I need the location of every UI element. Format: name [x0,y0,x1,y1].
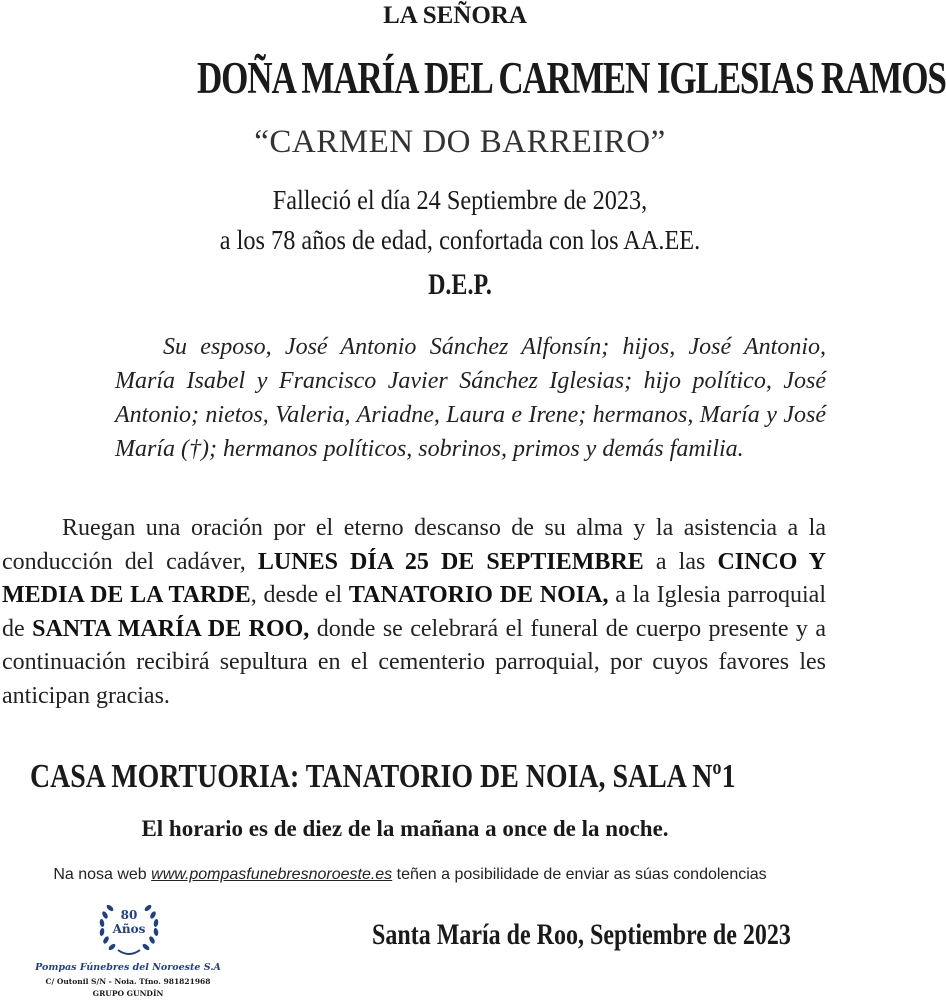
place-date: Santa María de Roo, Septiembre de 2023 [372,918,791,951]
logo-years [94,908,164,936]
logo-company-name: Pompas Fúnebres del Noroeste S.A [35,962,221,973]
website-link[interactable]: www.pompasfunebresnoroeste.es [151,866,393,883]
death-age-line: a los 78 años de edad, confortada con los AA.EE. [219,225,701,255]
logo-years-word: Años [112,922,146,936]
title-label: LA SEÑORA [383,2,527,29]
company-logo [28,900,228,1004]
web-prefix: Na nosa web [53,866,152,883]
ceremony-text-5: donde se celebrará el funeral de cuerpo presente y a continuación recibirá sepultura en el cementerio parroquial, por cuyos favores les anticipan gracias. [2,615,827,709]
ceremony-church: SANTA MARÍA DE ROO, [32,615,310,642]
deceased-name: DOÑA MARÍA DEL CARMEN IGLESIAS RAMOS [197,53,946,103]
logo-address: C/ Outonil S/N - Noia. Tfno. 981821968 [45,977,211,986]
ceremony-date: LUNES DÍA 25 DE SEPTIEMBRE [257,548,644,575]
visiting-hours: El horario es de diez de la mañana a once de la noche. [141,816,669,841]
logo-years-number: 80 [120,908,138,922]
ceremony-text-4: a la Iglesia parroquial de [2,582,826,642]
ceremony-text-1: Ruegan una oración por el eterno descanso de su alma y la asistencia a la conducción del cadáver, [2,515,826,575]
ceremony-time: CINCO Y MEDIA DE LA TARDE [2,548,827,608]
death-date-line: Falleció el día 24 Septiembre de 2023, [272,185,648,215]
dep-label: D.E.P. [428,268,492,301]
nickname: “CARMEN DO BARREIRO” [254,124,666,160]
casa-mortuoria: CASA MORTUORIA: TANATORIO DE NOIA, SALA Nº1 [30,758,736,795]
ceremony-paragraph [2,512,826,713]
death-info [46,180,874,260]
web-suffix: teñen a posibilidade de enviar as súas condolencias [392,866,767,883]
ceremony-text-3: , desde el [250,582,349,608]
web-condolences-line [0,866,820,884]
logo-group: GRUPO GUNDÍN [92,989,164,998]
ceremony-text-2: a las [643,548,718,575]
family-paragraph: Su esposo, José Antonio Sánchez Alfonsín; hijos, José Antonio, María Isabel y Francisco Javier Sánchez Iglesias; hijo político, José Antonio; nietos, Valeria, Ariadne, Laura e Irene; hermanos, María y José María (†); hermanos políticos, sobrinos, primos y demás familia. [115,334,826,462]
ceremony-origin: TANATORIO DE NOIA, [348,582,609,608]
